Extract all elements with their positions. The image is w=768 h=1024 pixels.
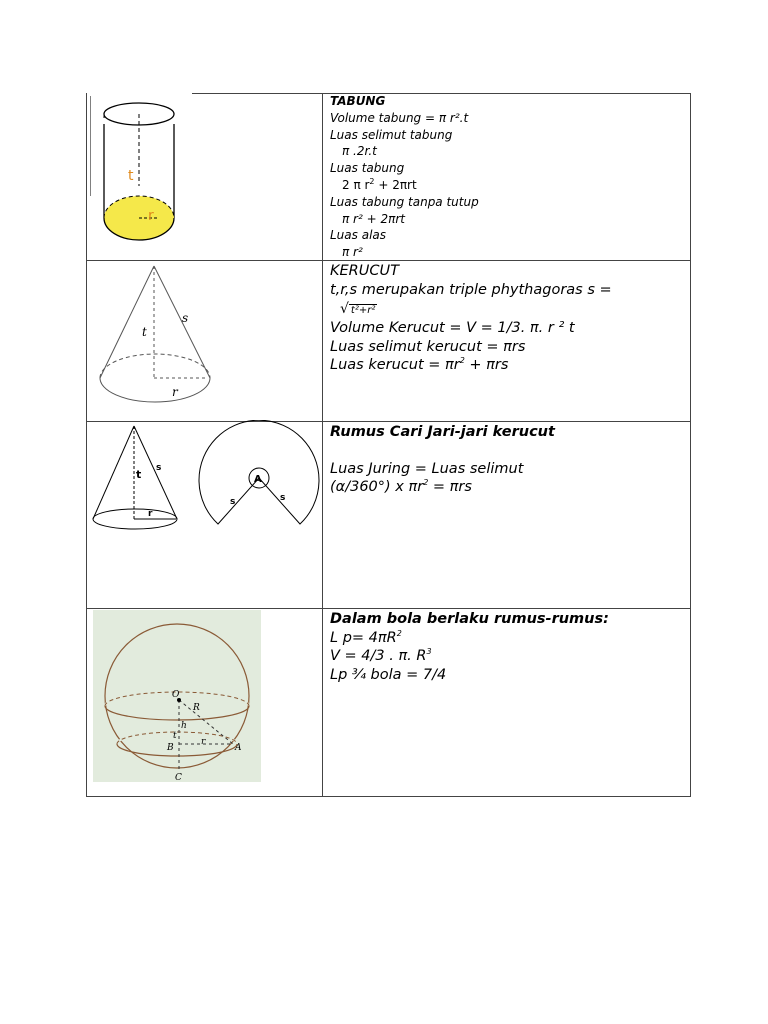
sector-label-s-right: s [280,493,286,503]
kerucut-luas-exp: 2 [459,356,465,366]
table-border-bottom [86,796,691,797]
tabung-luas-formula-a: 2 π r [342,177,370,192]
tabung-volume: Volume tabung = π r².t [330,110,469,125]
tabung-alas-formula: π r² [342,245,363,260]
tabung-cell [330,93,688,261]
sphere-label-O: O [172,690,180,700]
jari-formula-b: = πrs [428,479,472,495]
jari-spacer [330,442,688,460]
sphere-label-B: B [167,743,174,753]
kerucut-title: KERUCUT [330,263,399,279]
sphere-label-A: A [235,743,242,753]
bola-lp-exp: 2 [396,628,402,638]
kerucut-volume: Volume Kerucut = V = 1/3. π. r ² t [330,320,575,336]
sphere-label-R: R [193,703,200,713]
bola-volume [330,647,688,666]
column-divider [322,93,323,796]
tabung-luas-formula [330,177,688,194]
cone-figure [94,264,218,412]
tabung-tanpa-tutup-formula: π r² + 2πrt [342,211,405,226]
sphere-label-t: t [173,731,177,741]
bola-lp-quarter: Lp ¾ bola = 7/4 [330,666,447,683]
tabung-selimut-formula: π .2r.t [342,144,377,159]
cone-small-figure [90,424,186,534]
sphere-label-h: h [181,721,187,731]
cylinder-label-t: t [128,168,134,184]
sector-label-s-left: s [230,497,236,507]
kerucut-sqrt: √ t²+r² [340,301,376,317]
jari-juring: Luas Juring = Luas selimut [330,460,524,477]
kerucut-luas [330,356,688,375]
row-divider-3 [86,608,691,609]
cone-label-s: s [182,311,189,325]
tabung-luas-label: Luas tabung [330,161,405,176]
kerucut-luas-a: Luas kerucut = πr [330,357,460,373]
cone-small-label-s: s [156,463,162,473]
kerucut-luas-b: + πrs [464,357,509,373]
bola-title: Dalam bola berlaku rumus-rumus: [330,611,609,627]
table-border-left [86,93,87,796]
bola-cell [330,610,688,684]
cone-small-label-t: t [136,468,142,481]
bola-lp-a: L p= 4πR [330,629,397,646]
jari-formula-exp: 2 [423,478,429,488]
kerucut-cell [330,262,688,375]
cone-label-r: r [172,385,178,399]
sector-figure [196,420,322,530]
bola-volume-exp: 3 [426,647,432,657]
tabung-selimut-label: Luas selimut tabung [330,127,453,142]
tabung-luas-exp: 2 [369,176,375,186]
image-crop-mask [87,93,192,95]
row-divider-2 [86,421,691,422]
cylinder-label-r: r [148,208,154,224]
bola-volume-a: V = 4/3 . π. R [330,648,427,664]
tabung-title: TABUNG [330,94,386,108]
table-border-right [690,93,691,796]
kerucut-sqrt-inner: t²+r² [350,305,376,316]
sector-label-A: A [254,474,262,485]
sphere-figure [93,610,261,782]
bola-lp [330,629,688,648]
sphere-label-C: C [175,773,182,782]
jari-formula [330,478,688,497]
sphere-label-r: r [201,737,206,747]
kerucut-triple: t,r,s merupakan triple phythagoras s = [330,281,612,298]
cylinder-figure [90,96,200,256]
jari-title: Rumus Cari Jari-jari kerucut [330,424,555,440]
cone-small-label-r: r [148,509,153,519]
tabung-alas-label: Luas alas [330,228,387,243]
tabung-tanpa-tutup-label: Luas tabung tanpa tutup [330,194,479,209]
jari-formula-a: (α/360°) x πr [330,479,424,495]
tabung-luas-formula-b: + 2πrt [374,177,417,192]
cone-label-t: t [142,325,147,339]
kerucut-selimut: Luas selimut kerucut = πrs [330,338,526,355]
jari-cell [330,423,688,497]
